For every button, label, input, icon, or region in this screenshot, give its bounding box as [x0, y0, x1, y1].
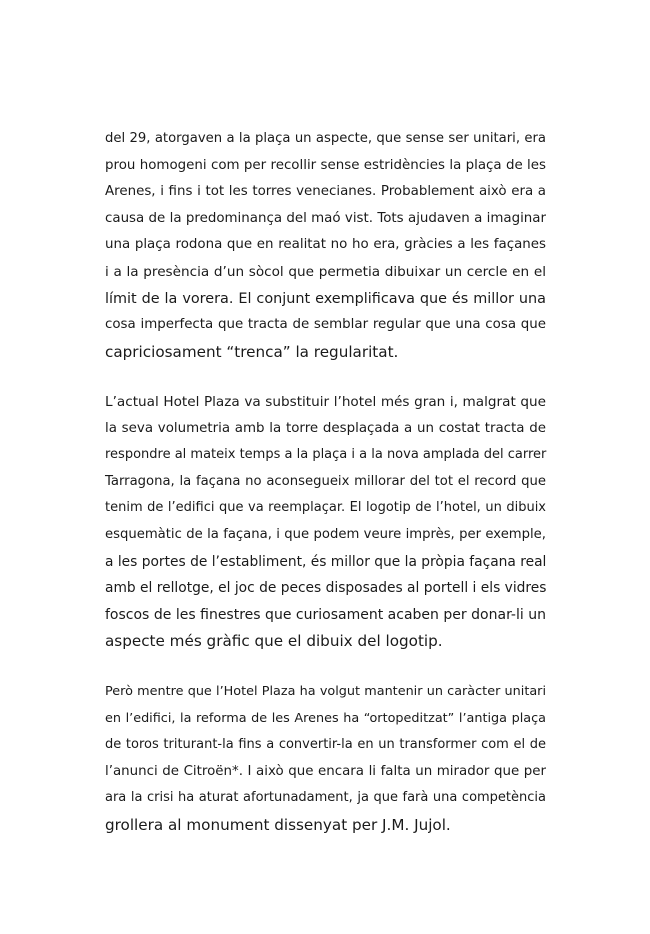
text-line: límit de la vorera. El conjunt exemplificava que és millor una: [105, 290, 546, 307]
text-line: l’anunci de Citroën*. I això que encara li falta un mirador que per: [105, 763, 546, 779]
paragraph-3: [105, 679, 546, 839]
text-line: cosa imperfecta que tracta de semblar regular que una cosa que: [105, 317, 546, 333]
text-line: prou homogeni com per recollir sense estridències la plaça de les: [105, 157, 546, 173]
text-line: Arenes, i fins i tot les torres venecianes. Probablement això era a: [105, 184, 546, 200]
text-line: esquemàtic de la façana, i que podem veure imprès, per exemple,: [105, 526, 546, 542]
text-line: tenim de l’edifici que va reemplaçar. El logotip de l’hotel, un dibuix: [105, 500, 546, 516]
paragraph-1: [105, 126, 546, 365]
text-line: aspecte més gràfic que el dibuix del logotip.: [105, 632, 443, 651]
text-line: de toros triturant-la fins a convertir-la en un transformer com el de: [105, 737, 546, 753]
text-line: en l’edifici, la reforma de les Arenes ha “ortopeditzat” l’antiga plaça: [105, 710, 546, 726]
text-line: causa de la predominança del maó vist. Tots ajudaven a imaginar: [105, 210, 546, 226]
text-line: ara la crisi ha aturat afortunadament, ja que farà una competència: [105, 790, 546, 806]
text-line: amb el rellotge, el joc de peces disposades al portell i els vidres: [105, 580, 547, 597]
text-line: Però mentre que l’Hotel Plaza ha volgut mantenir un caràcter unitari: [105, 684, 546, 699]
text-line: a les portes de l’establiment, és millor que la pròpia façana real: [105, 553, 547, 570]
text-line: grollera al monument dissenyat per J.M. Jujol.: [105, 815, 451, 834]
paragraph-2: [105, 389, 546, 655]
text-line: una plaça rodona que en realitat no ho era, gràcies a les façanes: [105, 237, 546, 253]
text-line: respondre al mateix temps a la plaça i a la nova amplada del carrer: [105, 447, 547, 463]
text-line: i a la presència d’un sòcol que permetia dibuixar un cercle en el: [105, 263, 546, 280]
text-line: foscos de les finestres que curiosament acaben per donar-li un: [105, 606, 546, 623]
text-line: la seva volumetria amb la torre desplaçada a un costat tracta de: [105, 420, 546, 436]
text-line: capriciosament “trenca” la regularitat.: [105, 342, 399, 361]
text-line: del 29, atorgaven a la plaça un aspecte, que sense ser unitari, era: [105, 131, 546, 146]
text-line: L’actual Hotel Plaza va substituir l’hotel més gran i, malgrat que: [105, 394, 546, 410]
text-line: Tarragona, la façana no aconsegueix millorar del tot el record que: [105, 473, 546, 489]
